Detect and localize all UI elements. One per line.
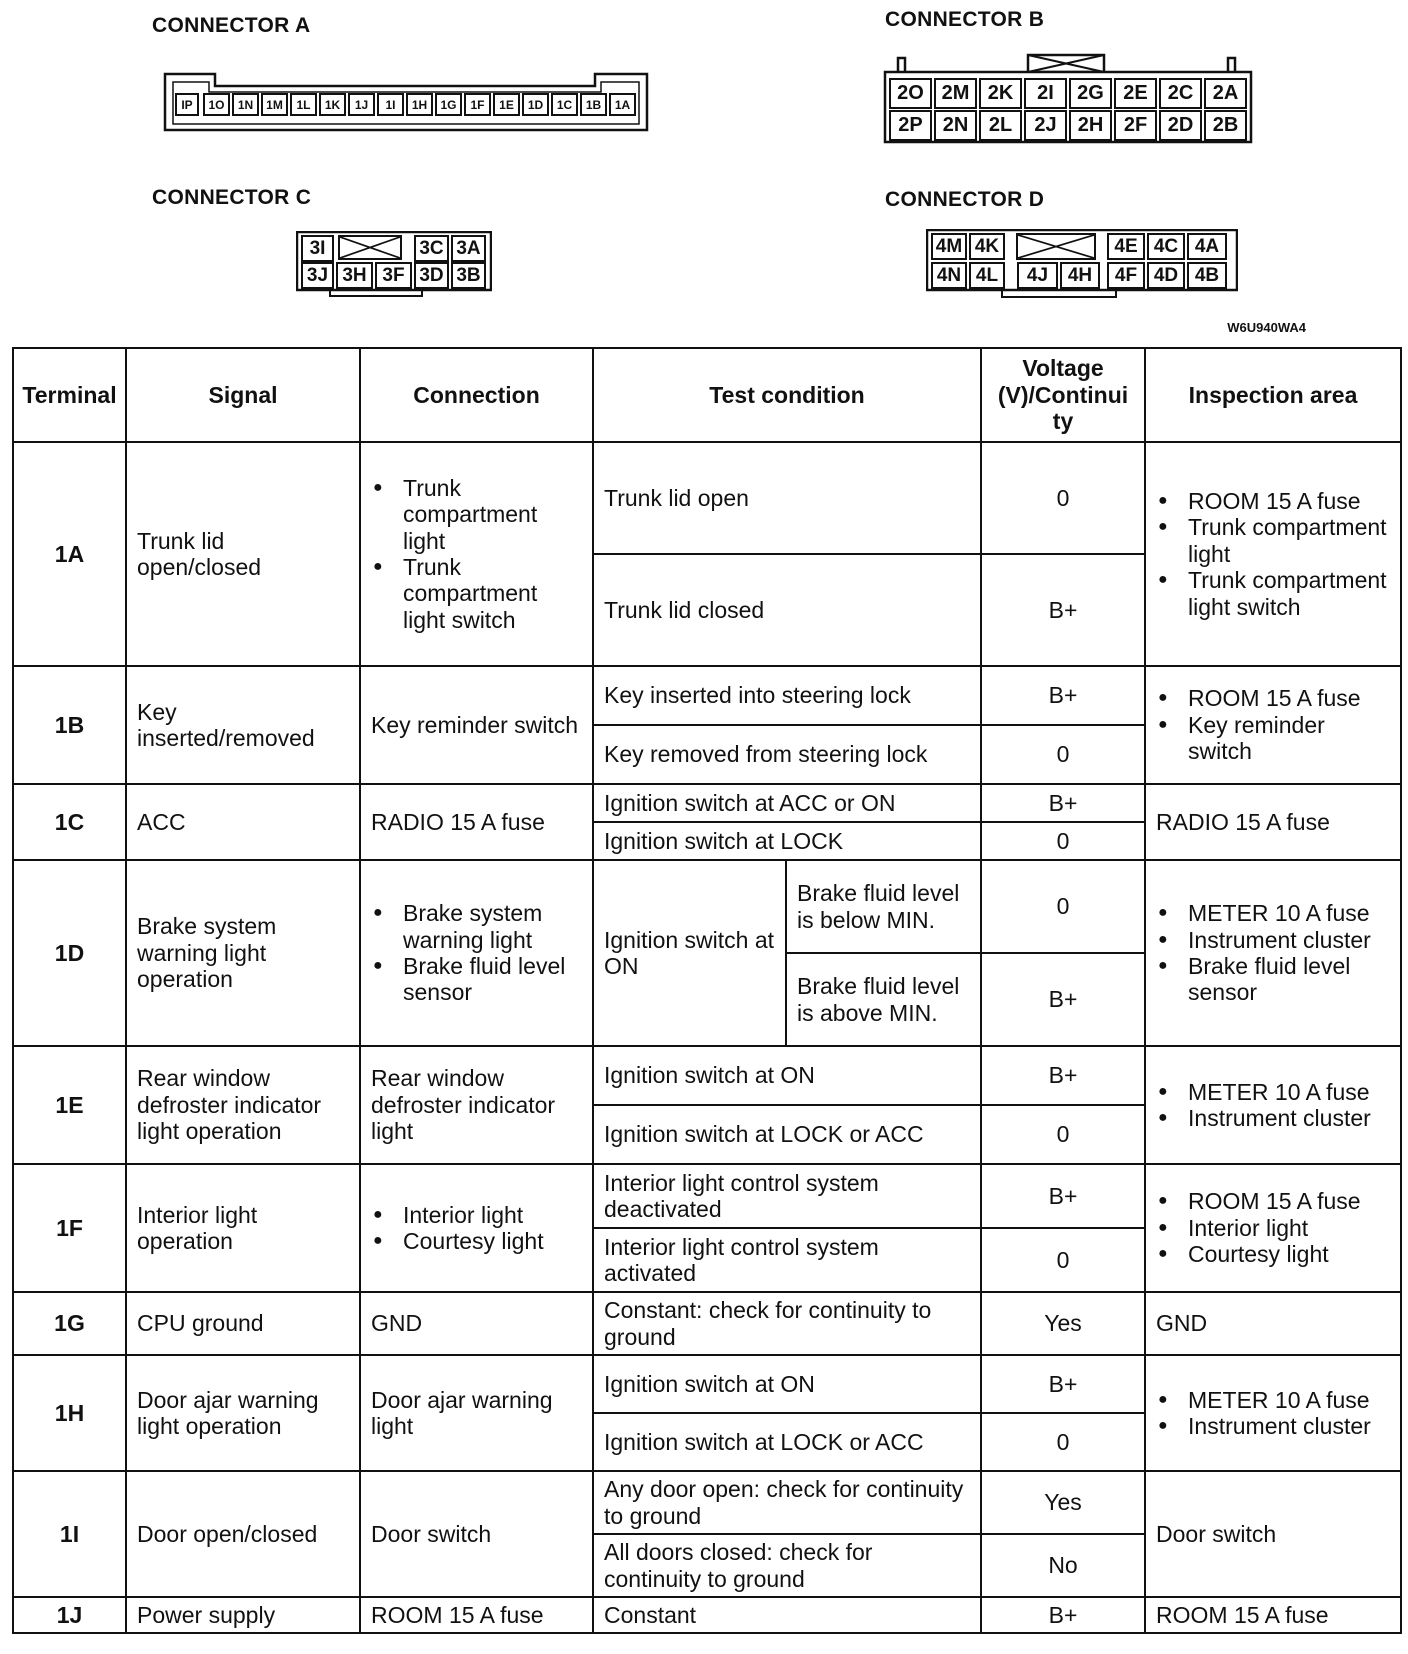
terminal-cell: 1B — [13, 666, 126, 784]
inspection-cell — [1145, 666, 1401, 784]
list-item: ● Courtesy light — [403, 1228, 582, 1254]
header-signal: Signal — [126, 348, 360, 442]
connector-b — [883, 50, 1253, 146]
condition-cell: All doors closed: check for continuity to ground — [593, 1534, 981, 1597]
terminal-cell: 1A — [13, 442, 126, 666]
header-voltage: Voltage (V)/Continui ty — [981, 348, 1145, 442]
connector-c-pin: 3H — [336, 262, 373, 289]
terminal-cell: 1F — [13, 1164, 126, 1292]
value-cell: B+ — [981, 953, 1145, 1046]
table-row — [13, 1471, 1401, 1534]
list-item: ● Trunk compartment light — [1188, 514, 1390, 567]
terminal-cell: 1D — [13, 860, 126, 1046]
table-row — [13, 860, 1401, 953]
connector-a-pin: 1H — [406, 93, 433, 116]
connector-c — [296, 231, 492, 297]
value-cell: 0 — [981, 860, 1145, 953]
connection-cell: Rear window defroster indicator light — [360, 1046, 593, 1164]
signal-cell: Door open/closed — [126, 1471, 360, 1597]
condition-cell: Key removed from steering lock — [593, 725, 981, 784]
terminal-cell: 1C — [13, 784, 126, 860]
connector-a-pin: 1D — [522, 93, 549, 116]
condition-cell: Ignition switch at ON — [593, 1355, 981, 1413]
connector-b-pin: 2G — [1069, 78, 1112, 109]
list-item: ● METER 10 A fuse — [1188, 900, 1390, 926]
terminal-cell: 1I — [13, 1471, 126, 1597]
value-cell: B+ — [981, 784, 1145, 822]
connector-c-pin: 3C — [414, 235, 449, 262]
connector-a-pin: 1M — [261, 93, 288, 116]
connector-a-pin: 1F — [464, 93, 491, 116]
terminal-cell: 1H — [13, 1355, 126, 1471]
value-cell: 0 — [981, 1413, 1145, 1471]
signal-cell: Power supply — [126, 1597, 360, 1633]
list-item: ● Trunk compartment light switch — [1188, 567, 1390, 620]
connector-b-pin: 2E — [1114, 78, 1157, 109]
condition-cell: Any door open: check for continuity to ground — [593, 1471, 981, 1534]
connector-a-pin: IP — [175, 93, 199, 116]
connector-b-pin: 2K — [979, 78, 1022, 109]
inspection-cell: Door switch — [1145, 1471, 1401, 1597]
list-item: ● Brake fluid level sensor — [403, 953, 582, 1006]
connection-cell: RADIO 15 A fuse — [360, 784, 593, 860]
value-cell: No — [981, 1534, 1145, 1597]
value-cell: B+ — [981, 1164, 1145, 1228]
connector-d-pin: 4M — [931, 233, 967, 260]
figure-code: W6U940WA4 — [1227, 320, 1306, 335]
table-row — [13, 666, 1401, 725]
connector-c-pin: 3F — [375, 262, 412, 289]
connector-d-pin: 4F — [1107, 262, 1145, 289]
condition-cell: Brake fluid level is above MIN. — [786, 953, 981, 1046]
connector-a-pin: 1B — [580, 93, 607, 116]
list-item: ● ROOM 15 A fuse — [1188, 488, 1390, 514]
connection-cell — [360, 860, 593, 1046]
connector-b-pin: 2O — [889, 78, 932, 109]
condition-cell: Ignition switch at LOCK — [593, 822, 981, 860]
connector-d-pin: 4K — [969, 233, 1005, 260]
inspection-cell: ROOM 15 A fuse — [1145, 1597, 1401, 1633]
table-row — [13, 1164, 1401, 1228]
connection-cell — [360, 1164, 593, 1292]
condition-cell: Ignition switch at ACC or ON — [593, 784, 981, 822]
connector-d-pin: 4B — [1187, 262, 1227, 289]
inspection-cell — [1145, 860, 1401, 1046]
connector-b-pin: 2P — [889, 110, 932, 141]
connector-c-pin: 3D — [414, 262, 449, 289]
condition-cell: Constant — [593, 1597, 981, 1633]
signal-cell: Rear window defroster indicator light operation — [126, 1046, 360, 1164]
connector-d-pin: 4N — [931, 262, 967, 289]
connector-c-title: CONNECTOR C — [152, 186, 312, 209]
connector-b-pin: 2D — [1159, 110, 1202, 141]
list-item: ● Interior light — [403, 1202, 582, 1228]
value-cell: Yes — [981, 1471, 1145, 1534]
list-item: ● Instrument cluster — [1188, 927, 1390, 953]
list-item: ● Trunk compartment light switch — [403, 554, 582, 633]
list-item: ● Key reminder switch — [1188, 712, 1390, 765]
header-connection: Connection — [360, 348, 593, 442]
condition-cell: Trunk lid open — [593, 442, 981, 554]
connector-c-blank-cavity — [338, 235, 402, 260]
list-item: ● Instrument cluster — [1188, 1105, 1390, 1131]
connection-cell: ROOM 15 A fuse — [360, 1597, 593, 1633]
connector-d — [926, 229, 1238, 299]
table-row — [13, 1292, 1401, 1355]
connector-a-pin: 1E — [493, 93, 520, 116]
connector-b-pin: 2I — [1024, 78, 1067, 109]
value-cell: 0 — [981, 725, 1145, 784]
connector-a-pin: 1O — [203, 93, 230, 116]
connector-a-pin: 1I — [377, 93, 404, 116]
connector-b-pin: 2N — [934, 110, 977, 141]
value-cell: B+ — [981, 1046, 1145, 1105]
table-row — [13, 1597, 1401, 1633]
connector-d-blank-cavity — [1016, 233, 1096, 260]
connector-d-pin: 4A — [1187, 233, 1227, 260]
connection-cell: Door switch — [360, 1471, 593, 1597]
signal-cell: Trunk lid open/closed — [126, 442, 360, 666]
connector-d-pin: 4L — [969, 262, 1005, 289]
connector-b-pin: 2A — [1204, 78, 1247, 109]
value-cell: B+ — [981, 1355, 1145, 1413]
terminal-cell: 1E — [13, 1046, 126, 1164]
connector-b-pin: 2L — [979, 110, 1022, 141]
value-cell: B+ — [981, 666, 1145, 725]
connector-b-pin: 2F — [1114, 110, 1157, 141]
header-inspection-area: Inspection area — [1145, 348, 1401, 442]
value-cell: B+ — [981, 554, 1145, 666]
connector-b-pin: 2M — [934, 78, 977, 109]
inspection-cell — [1145, 1164, 1401, 1292]
connector-b-pin: 2J — [1024, 110, 1067, 141]
connector-b-pin: 2H — [1069, 110, 1112, 141]
connection-cell — [360, 442, 593, 666]
connector-b-pin: 2B — [1204, 110, 1247, 141]
inspection-cell: RADIO 15 A fuse — [1145, 784, 1401, 860]
connector-a-pin: 1A — [609, 93, 636, 116]
header-test-condition: Test condition — [593, 348, 981, 442]
connector-a-pin: 1K — [319, 93, 346, 116]
condition-cell: Interior light control system activated — [593, 1228, 981, 1292]
connector-a-pin: 1N — [232, 93, 259, 116]
connector-c-pin: 3I — [301, 235, 334, 262]
connector-b-title: CONNECTOR B — [885, 8, 1045, 31]
connector-c-pin: 3A — [451, 235, 486, 262]
terminal-cell: 1G — [13, 1292, 126, 1355]
connection-cell: GND — [360, 1292, 593, 1355]
table-row — [13, 1355, 1401, 1413]
connector-d-pin: 4D — [1147, 262, 1185, 289]
connector-a-pin: 1G — [435, 93, 462, 116]
list-item: ● Instrument cluster — [1188, 1413, 1390, 1439]
list-item: ● Trunk compartment light — [403, 475, 582, 554]
table-header-row — [13, 348, 1401, 442]
table-row — [13, 784, 1401, 822]
condition-cell: Brake fluid level is below MIN. — [786, 860, 981, 953]
signal-cell: CPU ground — [126, 1292, 360, 1355]
value-cell: 0 — [981, 442, 1145, 554]
connector-a-pin: 1J — [348, 93, 375, 116]
list-item: ● Interior light — [1188, 1215, 1390, 1241]
value-cell: 0 — [981, 1105, 1145, 1164]
header-terminal: Terminal — [13, 348, 126, 442]
list-item: ● ROOM 15 A fuse — [1188, 685, 1390, 711]
terminal-cell: 1J — [13, 1597, 126, 1633]
value-cell: 0 — [981, 822, 1145, 860]
inspection-cell: GND — [1145, 1292, 1401, 1355]
connector-a-title: CONNECTOR A — [152, 14, 311, 37]
connector-c-pin: 3J — [301, 262, 334, 289]
condition-cell: Ignition switch at LOCK or ACC — [593, 1105, 981, 1164]
inspection-cell — [1145, 442, 1401, 666]
signal-cell: Brake system warning light operation — [126, 860, 360, 1046]
connection-cell: Door ajar warning light — [360, 1355, 593, 1471]
connector-a-pin: 1C — [551, 93, 578, 116]
connector-d-pin: 4E — [1107, 233, 1145, 260]
value-cell: B+ — [981, 1597, 1145, 1633]
condition-cell: Key inserted into steering lock — [593, 666, 981, 725]
table-row — [13, 442, 1401, 554]
value-cell: 0 — [981, 1228, 1145, 1292]
connector-c-pin: 3B — [451, 262, 486, 289]
list-item: ● Brake fluid level sensor — [1188, 953, 1390, 1006]
inspection-cell — [1145, 1046, 1401, 1164]
list-item: ● METER 10 A fuse — [1188, 1387, 1390, 1413]
signal-cell: Door ajar warning light operation — [126, 1355, 360, 1471]
table-row — [13, 1046, 1401, 1105]
connector-d-pin: 4C — [1147, 233, 1185, 260]
list-item: ● ROOM 15 A fuse — [1188, 1188, 1390, 1214]
connector-a — [163, 72, 649, 132]
condition-main-cell: Ignition switch at ON — [593, 860, 786, 1046]
condition-cell: Trunk lid closed — [593, 554, 981, 666]
terminal-table — [12, 347, 1402, 1634]
connector-d-pin: 4J — [1017, 262, 1058, 289]
condition-cell: Ignition switch at LOCK or ACC — [593, 1413, 981, 1471]
signal-cell: Key inserted/removed — [126, 666, 360, 784]
inspection-cell — [1145, 1355, 1401, 1471]
connector-d-pin: 4H — [1060, 262, 1100, 289]
connector-a-pin: 1L — [290, 93, 317, 116]
list-item: ● METER 10 A fuse — [1188, 1079, 1390, 1105]
condition-cell: Constant: check for continuity to ground — [593, 1292, 981, 1355]
connector-b-pin: 2C — [1159, 78, 1202, 109]
condition-cell: Ignition switch at ON — [593, 1046, 981, 1105]
value-cell: Yes — [981, 1292, 1145, 1355]
list-item: ● Brake system warning light — [403, 900, 582, 953]
list-item: ● Courtesy light — [1188, 1241, 1390, 1267]
connection-cell: Key reminder switch — [360, 666, 593, 784]
connector-d-title: CONNECTOR D — [885, 188, 1045, 211]
condition-cell: Interior light control system deactivated — [593, 1164, 981, 1228]
signal-cell: Interior light operation — [126, 1164, 360, 1292]
signal-cell: ACC — [126, 784, 360, 860]
